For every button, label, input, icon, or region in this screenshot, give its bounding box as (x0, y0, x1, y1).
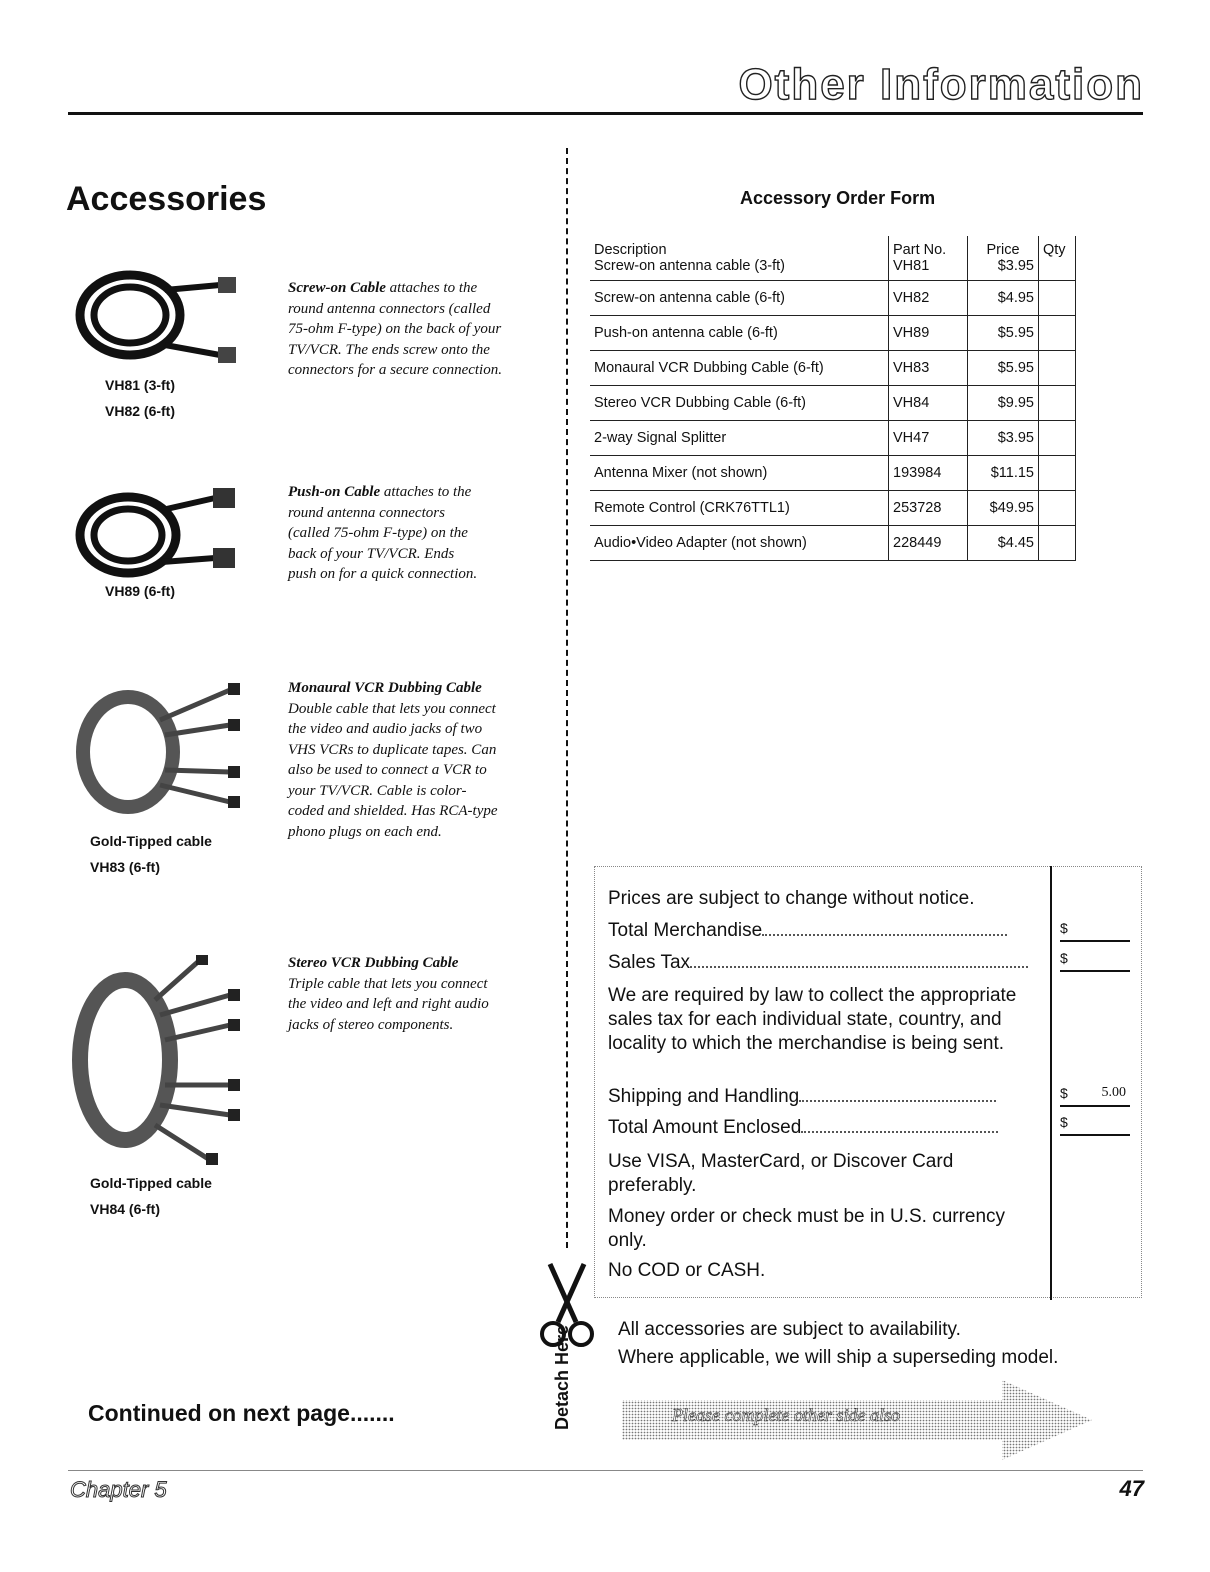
item-caption (90, 828, 212, 880)
row-part: VH82 (889, 281, 968, 316)
qty-field[interactable] (1039, 316, 1076, 351)
table-header-row (590, 236, 1076, 258)
merch-label: Total Merchandise (608, 920, 763, 941)
table-row (590, 526, 1076, 561)
row-description: Remote Control (CRK76TTL1) (590, 491, 889, 526)
item-body: attaches to the round antenna connectors (called 75-ohm F-type) on the back of your TV/VCR. Ends push on for a quick connection. (288, 484, 478, 582)
item-caption (90, 1170, 212, 1222)
cod-note: No COD or CASH. (608, 1260, 766, 1281)
table-row (590, 351, 1076, 386)
item-title: Screw-on Cable (288, 280, 386, 296)
row-part: VH47 (889, 421, 968, 456)
shipping-amount-field (1060, 1085, 1130, 1107)
row-price: $3.95 (968, 258, 1039, 281)
arrow-text: Please complete other side also (672, 1405, 900, 1425)
price-notice: Prices are subject to change without notice. (608, 888, 975, 909)
caption-line: Gold-Tipped cable (90, 833, 212, 849)
item-title: Monaural VCR Dubbing Cable (288, 680, 482, 696)
row-price: $11.15 (968, 456, 1039, 491)
qty-field[interactable] (1039, 351, 1076, 386)
section-title: Other Information (738, 60, 1144, 109)
total-amount-field[interactable] (1060, 1114, 1130, 1136)
item-title: Stereo VCR Dubbing Cable (288, 955, 459, 971)
page-heading: Accessories (66, 180, 267, 218)
item-description (288, 278, 503, 381)
header-part: Part No. (889, 236, 968, 258)
currency-sign: $ (1060, 1085, 1068, 1101)
merch-amount-field[interactable] (1060, 920, 1130, 942)
cut-line (566, 148, 568, 1248)
qty-field[interactable] (1039, 526, 1076, 561)
qty-field[interactable] (1039, 386, 1076, 421)
row-price: $4.45 (968, 526, 1039, 561)
monaural-cable-image (70, 680, 255, 820)
item-body: Double cable that lets you connect the video and audio jacks of two VHS VCRs to duplicate tapes. Can also be used to connect a VCR to your TV/VCR. Cable is color-coded and shielded. Has RCA-type phono plugs on each end. (288, 700, 498, 840)
qty-field[interactable] (1039, 456, 1076, 491)
table-row (590, 386, 1076, 421)
table-row (590, 281, 1076, 316)
row-part: 193984 (889, 456, 968, 491)
footer-rule (68, 1470, 1143, 1471)
tax-label: Sales Tax (608, 952, 691, 973)
row-description: Audio•Video Adapter (not shown) (590, 526, 889, 561)
order-form-title: Accessory Order Form (740, 188, 936, 208)
row-part: VH84 (889, 386, 968, 421)
item-caption (105, 578, 175, 604)
qty-field[interactable] (1039, 281, 1076, 316)
currency-sign: $ (1060, 920, 1068, 936)
continued-note: Continued on next page....... (88, 1400, 395, 1426)
item-description (288, 482, 483, 585)
table-row (590, 421, 1076, 456)
row-price: $4.95 (968, 281, 1039, 316)
qty-field[interactable] (1039, 258, 1076, 281)
caption-line: VH81 (3-ft) (105, 377, 176, 393)
tax-amount-field[interactable] (1060, 950, 1130, 972)
caption-line: Gold-Tipped cable (90, 1175, 212, 1191)
stereo-cable-image (70, 955, 255, 1170)
row-description: Screw-on antenna cable (3-ft) (590, 258, 889, 281)
availability-line: Where applicable, we will ship a superseding model. (618, 1347, 1059, 1368)
row-price: $9.95 (968, 386, 1039, 421)
qty-field[interactable] (1039, 421, 1076, 456)
row-part: 253728 (889, 491, 968, 526)
shipping-line (608, 1086, 996, 1108)
currency-sign: $ (1060, 950, 1068, 966)
header-description: Description (594, 242, 667, 258)
shipping-amount: 5.00 (1101, 1085, 1126, 1100)
row-description: Stereo VCR Dubbing Cable (6-ft) (590, 386, 889, 421)
table-row (590, 491, 1076, 526)
caption-line: VH82 (6-ft) (105, 403, 176, 419)
header-qty: Qty (1039, 236, 1076, 258)
visa-note: Use VISA, MasterCard, or Discover Card preferably. (608, 1151, 954, 1196)
header-rule (68, 112, 1143, 115)
total-label: Total Amount Enclosed (608, 1117, 802, 1138)
page-number: 47 (1119, 1476, 1144, 1501)
item-body: attaches to the round antenna connectors (called 75-ohm F-type) on the back of your TV/VCR. The ends screw onto the connectors for a secure connection. (288, 280, 502, 378)
screw-on-cable-image (70, 255, 250, 375)
row-price: $3.95 (968, 421, 1039, 456)
item-description (288, 953, 498, 1035)
row-price: $5.95 (968, 316, 1039, 351)
item-description (288, 678, 498, 842)
row-part: 228449 (889, 526, 968, 561)
caption-line: VH83 (6-ft) (90, 859, 161, 875)
row-description: Antenna Mixer (not shown) (590, 456, 889, 491)
order-table (590, 236, 1076, 561)
row-description: Monaural VCR Dubbing Cable (6-ft) (590, 351, 889, 386)
availability-note (618, 1316, 1058, 1372)
row-description: Push-on antenna cable (6-ft) (590, 316, 889, 351)
push-on-cable-image (70, 480, 250, 590)
item-title: Push-on Cable (288, 484, 381, 500)
row-part: VH83 (889, 351, 968, 386)
merch-line (608, 920, 1007, 942)
table-row (590, 258, 1076, 281)
row-part: VH89 (889, 316, 968, 351)
caption-line: VH84 (6-ft) (90, 1201, 161, 1217)
chapter-label: Chapter 5 (70, 1477, 167, 1502)
row-description: Screw-on antenna cable (6-ft) (590, 281, 889, 316)
item-caption (105, 372, 175, 424)
table-row (590, 316, 1076, 351)
header-price: Price (968, 236, 1039, 258)
tax-line (608, 952, 1028, 974)
money-note: Money order or check must be in U.S. currency only. (608, 1206, 1006, 1251)
row-description: 2-way Signal Splitter (590, 421, 889, 456)
tax-note: We are required by law to collect the appropriate sales tax for each individual state, country, and locality to which the merchandise is being sent. (608, 985, 1017, 1054)
detach-label: Detach Here (552, 1324, 572, 1430)
total-line (608, 1117, 998, 1139)
row-price: $5.95 (968, 351, 1039, 386)
availability-line: All accessories are subject to availability. (618, 1319, 961, 1340)
shipping-label: Shipping and Handling (608, 1086, 800, 1107)
qty-field[interactable] (1039, 491, 1076, 526)
currency-sign: $ (1060, 1114, 1068, 1130)
row-part: VH81 (889, 258, 968, 281)
caption-line: VH89 (6-ft) (105, 583, 176, 599)
totals-divider (1050, 866, 1052, 1300)
table-row (590, 456, 1076, 491)
item-body: Triple cable that lets you connect the video and left and right audio jacks of stereo components. (288, 975, 489, 1033)
row-price: $49.95 (968, 491, 1039, 526)
